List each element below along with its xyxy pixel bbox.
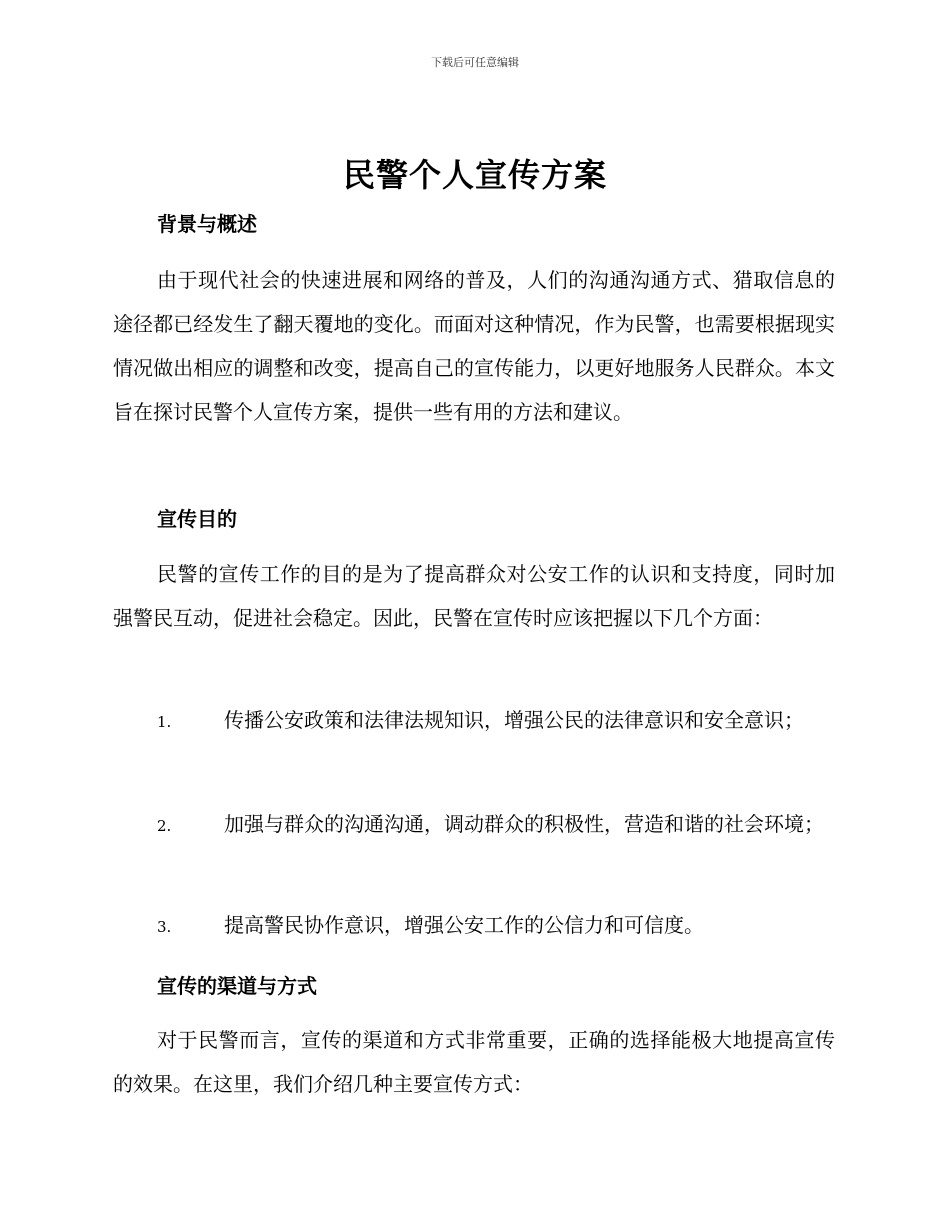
paragraph-background: 由于现代社会的快速进展和网络的普及，人们的沟通沟通方式、猎取信息的途径都已经发生了翻天覆地的变化。而面对这种情况，作为民警，也需要根据现实情况做出相应的调整和改变，提高自己的宣传能力，以更好地服务人民群众。本文旨在探讨民警个人宣传方案，提供一些有用的方法和建议。: [113, 268, 835, 424]
document-title: 民警个人宣传方案: [342, 156, 607, 194]
section-heading-background: 背景与概述: [157, 212, 257, 236]
list-item-text: 提高警民协作意识，增强公安工作的公信力和可信度。: [224, 913, 704, 937]
list-item-number: 2.: [157, 817, 172, 835]
list-item-number: 1.: [157, 713, 172, 731]
list-item-text: 传播公安政策和法律法规知识，增强公民的法律意识和安全意识；: [224, 708, 804, 732]
paragraph-channels: 对于民警而言，宣传的渠道和方式非常重要，正确的选择能极大地提高宣传的效果。在这里，我们介绍几种主要宣传方式：: [113, 1028, 835, 1096]
page-header-note: 下载后可任意编辑: [431, 56, 519, 69]
list-item: [113, 903, 835, 949]
section-heading-purpose: 宣传目的: [157, 507, 237, 531]
section-heading-channels: 宣传的渠道与方式: [157, 974, 317, 998]
list-item-number: 3.: [157, 918, 172, 936]
list-item: [113, 698, 835, 744]
list-item-text: 加强与群众的沟通沟通，调动群众的积极性，营造和谐的社会环境；: [224, 812, 824, 836]
list-item: [113, 802, 835, 848]
paragraph-purpose: 民警的宣传工作的目的是为了提高群众对公安工作的认识和支持度，同时加强警民互动，促进社会稳定。因此，民警在宣传时应该把握以下几个方面：: [113, 562, 835, 630]
